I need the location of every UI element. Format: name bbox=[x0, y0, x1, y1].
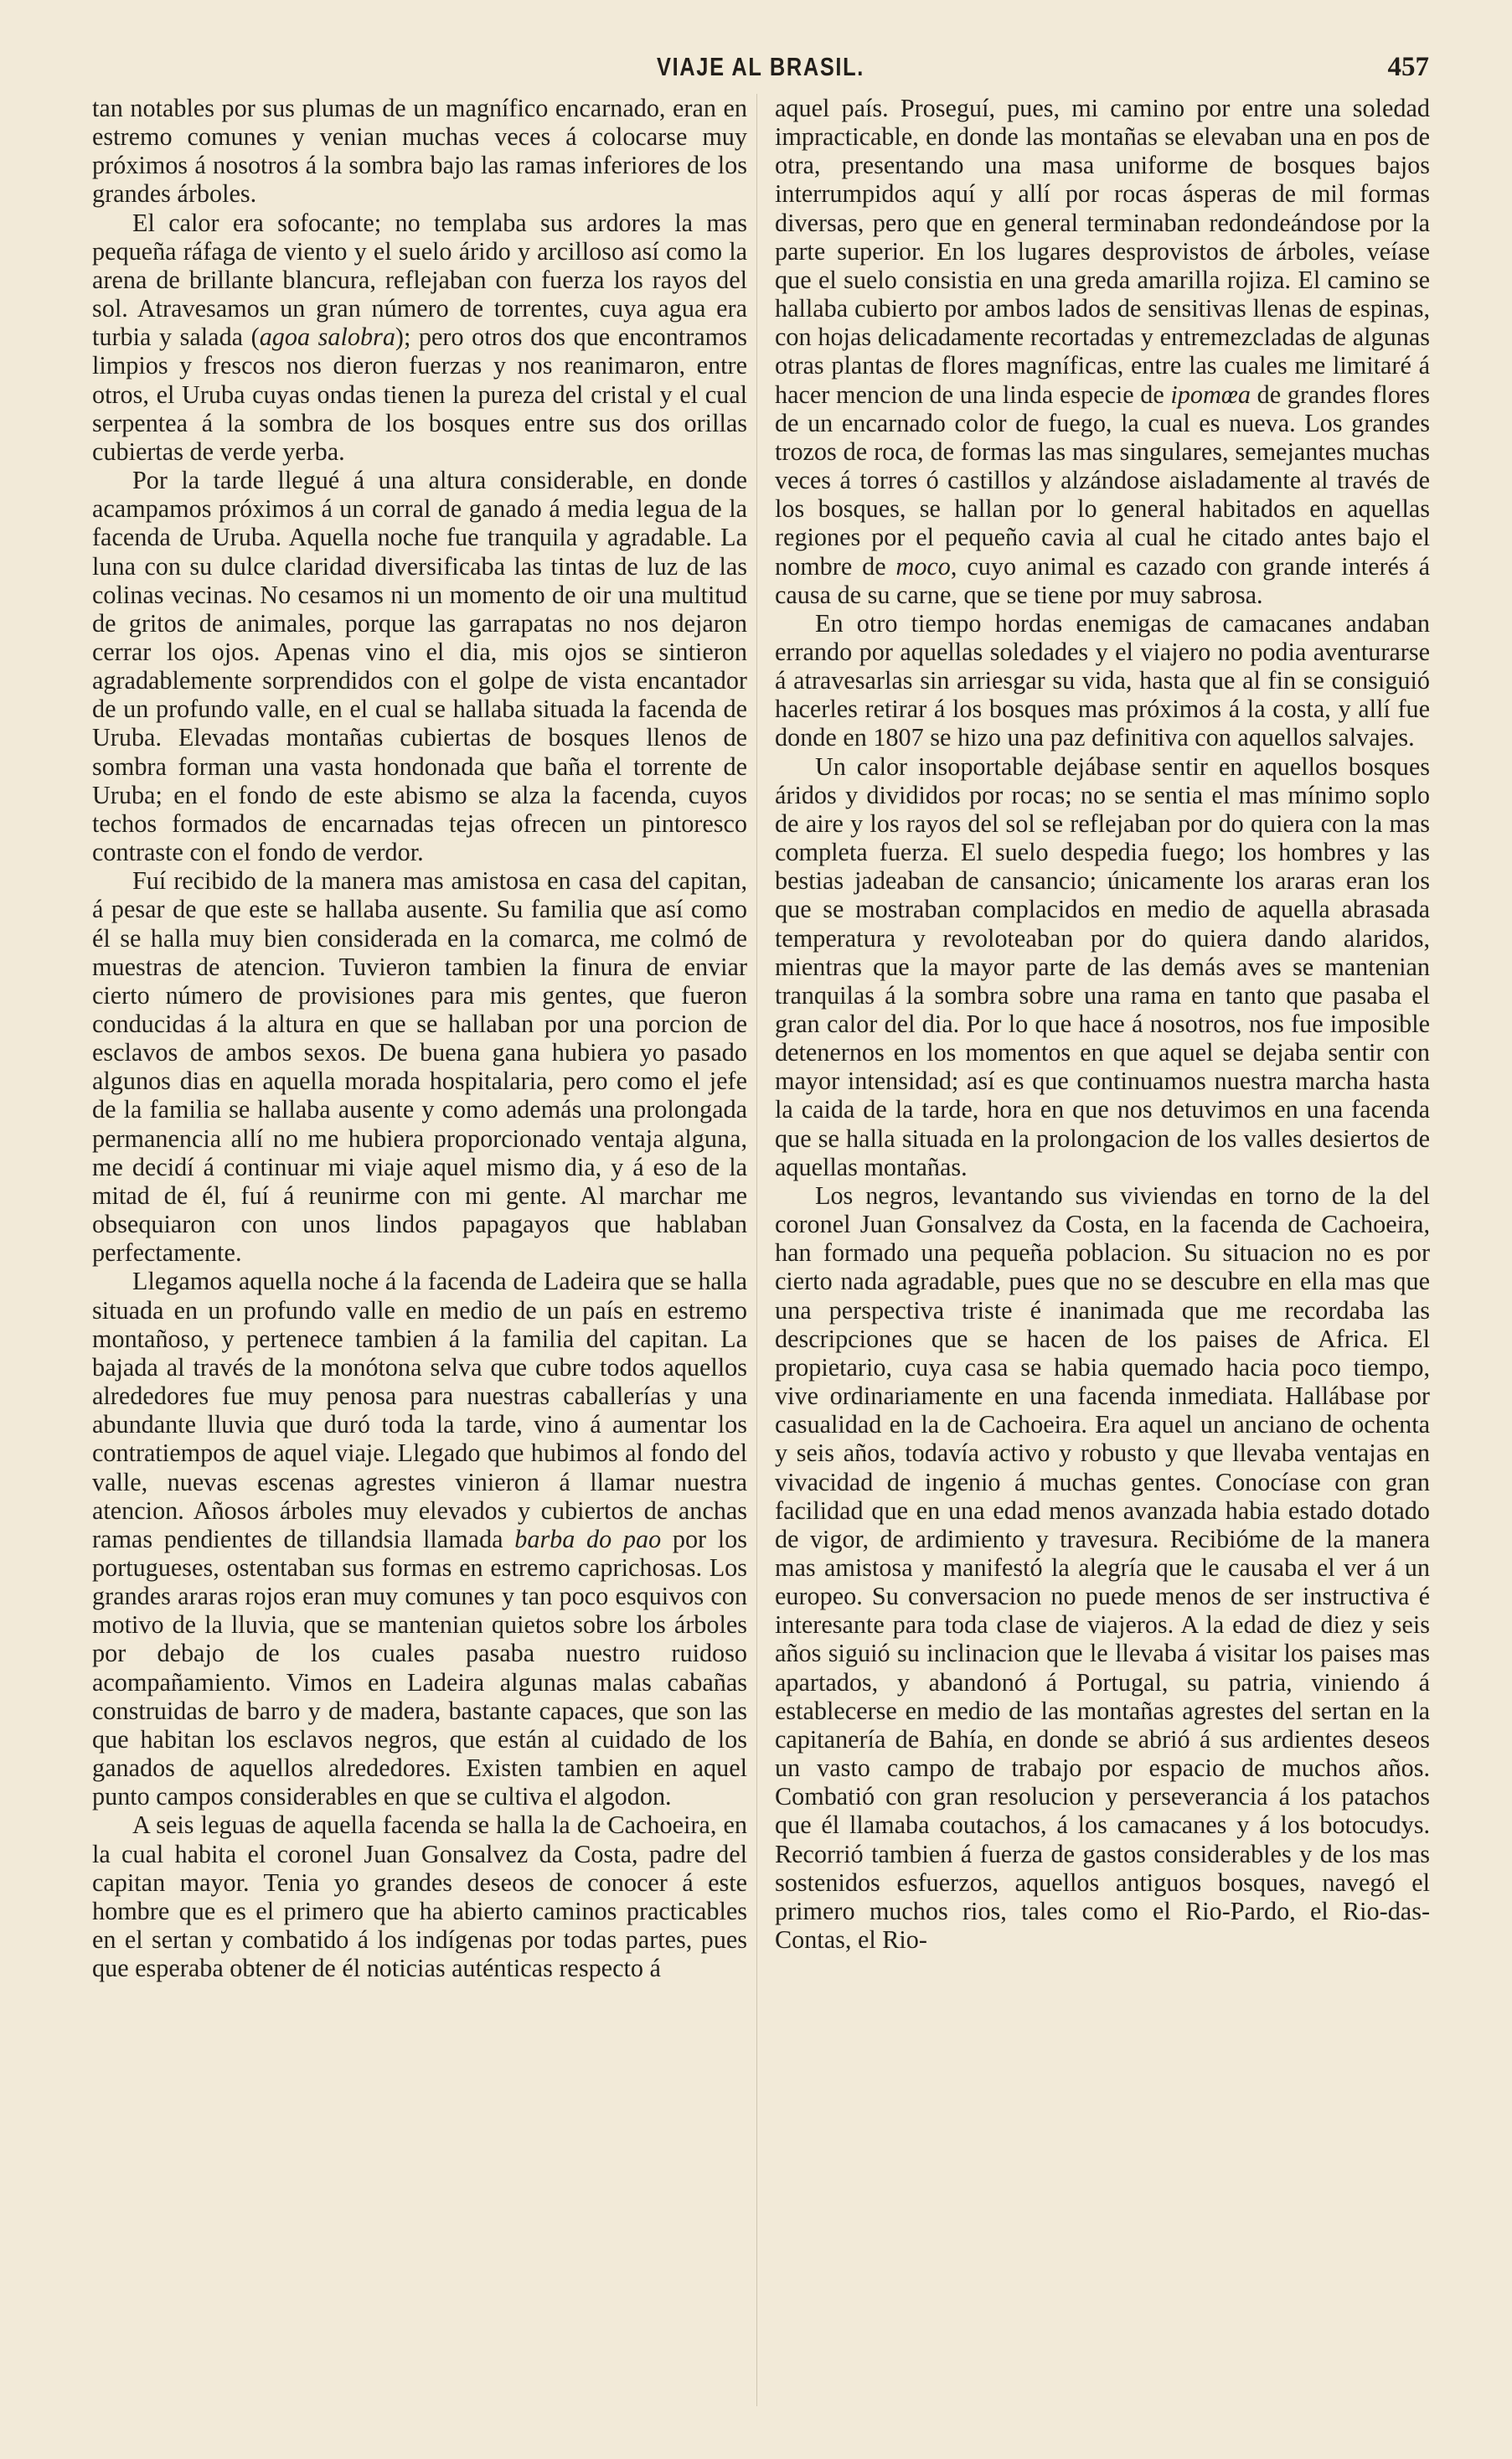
left-column bbox=[92, 94, 747, 1982]
paragraph: En otro tiempo hordas enemigas de camacanes andaban errando por aquellas soledades y el viajero no podia aventurarse á atravesarlas sin arriesgar su vida, hasta que al fin se consiguió hacerles retirar á los bosques mas próximos á la costa, y allí fue donde en 1807 se hizo una paz definitiva con aquellos salvajes. bbox=[775, 608, 1430, 752]
right-column bbox=[775, 94, 1430, 1954]
running-head bbox=[90, 52, 1431, 85]
page-number: 457 bbox=[1387, 52, 1429, 82]
paragraph: Llegamos aquella noche á la facenda de Ladeira que se halla situada en un profundo valle en medio de un país en estremo montañoso, y pertenece tambien á la familia del capitan. La bajada al través de la monótona selva que cubre todos aquellos alrededores fue muy penosa para nuestras caballerías y una abundante lluvia que duró toda la tarde, vino á aumentar los contratiempos de aquel viaje. Llegado que hubimos al fondo del valle, nuevas escenas agrestes vinieron á llamar nuestra atencion. Añosos árboles muy elevados y cubiertos de anchas ramas pendientes de tillandsia llamada barba do pao por los portugueses, ostentaban sus formas en estremo caprichosas. Los grandes araras rojos eran muy comunes y tan poco esquivos con motivo de la lluvia, que se mantenian quietos sobre los árboles por debajo de los cuales pasaba nuestro ruidoso acompañamiento. Vimos en Ladeira algunas malas cabañas construidas de barro y de madera, bastante capaces, que son las que habitan los esclavos negros, que están al cuidado de los ganados de aquellos alrededores. Existen tambien en aquel punto campos considerables en que se cultiva el algodon. bbox=[92, 1267, 747, 1811]
paragraph: Los negros, levantando sus viviendas en torno de la del coronel Juan Gonsalvez da Costa, en la facenda de Cachoeira, han formado una pequeña poblacion. Su situacion no es por cierto nada agradable, pues que no se descubre en ella mas que una perspectiva triste é inanimada que me recordaba las descripciones que se hacen de los paises de Africa. El propietario, cuya casa se habia quemado hacia poco tiempo, vive ordinariamente en una facenda inmediata. Hallábase por casualidad en la de Cachoeira. Era aquel un anciano de ochenta y seis años, todavía activo y robusto y que llevaba ventajas en vivacidad de ingenio á muchas gentes. Conocíase con gran facilidad que en una edad menos avanzada habia estado dotado de vigor, de ardimiento y travesura. Recibióme de la manera mas amistosa y manifestó la alegría que le causaba el ver á un europeo. Su conversacion no puede menos de ser instructiva é interesante para toda clase de viajeros. A la edad de diez y seis años siguió su inclinacion que le llevaba á visitar los paises mas apartados, y abandonó á Portugal, su patria, viniendo á establecerse en medio de las montañas agrestes del sertan en la capitanería de Bahía, en donde se abrió á sus ardientes deseos un vasto campo de trabajo por espacio de muchos años. Combatió con gran resolucion y perseverancia á los patachos que él llamaba coutachos, á los camacanes y á los botocudys. Recorrió tambien á fuerza de gastos considerables y de los mas sostenidos esfuerzos, aquellos antiguos bosques, navegó el primero muchos rios, tales como el Rio-Pardo, el Rio-das-Contas, el Rio- bbox=[775, 1180, 1430, 1954]
paragraph: A seis leguas de aquella facenda se halla la de Cachoeira, en la cual habita el coronel Juan Gonsalvez da Costa, padre del capitan mayor. Tenia yo grandes deseos de conocer á este hombre que es el primero que ha abierto caminos practicables en el sertan y combatido á los indígenas por todas partes, pues que esperaba obtener de él noticias auténticas respecto á bbox=[92, 1811, 747, 1983]
paragraph: Por la tarde llegué á una altura considerable, en donde acampamos próximos á un corral de ganado á media legua de la facenda de Uruba. Aquella noche fue tranquila y agradable. La luna con su dulce claridad diversificaba las tintas de luz de las colinas vecinas. No cesamos ni un momento de oir una multitud de gritos de animales, porque las garrapatas no nos dejaron cerrar los ojos. Apenas vino el dia, mis ojos se sintieron agradablemente sorprendidos con el golpe de vista encantador de un profundo valle, en el cual se hallaba situada la facenda de Uruba. Elevadas montañas cubiertas de bosques llenos de sombra forman una vasta hondonada que baña el torrente de Uruba; en el fondo de este abismo se alza la facenda, cuyos techos formados de encarnadas tejas ofrecen un pintoresco contraste con el fondo de verdor. bbox=[92, 466, 747, 867]
paragraph: aquel país. Proseguí, pues, mi camino por entre una soledad impracticable, en donde las montañas se elevaban una en pos de otra, presentando una masa uniforme de bosques bajos interrumpidos aquí y allí por rocas ásperas de mil formas diversas, pero que en general terminaban redondeándose por la parte superior. En los lugares desprovistos de árboles, veíase que el suelo consistia en una greda amarilla rojiza. El camino se hallaba cubierto por ambos lados de sensitivas llenas de espinas, con hojas delicadamente recortadas y entremezcladas de algunas otras plantas de flores magníficas, entre las cuales me limitaré á hacer mencion de una linda especie de ipomœa de grandes flores de un encarnado color de fuego, la cual es nueva. Los grandes trozos de roca, de formas las mas singulares, semejantes muchas veces á torres ó castillos y alzándose aisladamente al través de los bosques, se hallan por lo general habitados en aquellas regiones por el pequeño cavia al cual he citado antes bajo el nombre de moco, cuyo animal es cazado con grande interés á causa de su carne, que se tiene por muy sabrosa. bbox=[775, 94, 1431, 609]
paragraph: Un calor insoportable dejábase sentir en aquellos bosques áridos y divididos por rocas; no se sentia el mas mínimo soplo de aire y los rayos del sol se reflejaban por do quiera con la mas completa fuerza. El suelo despedia fuego; los hombres y las bestias jadeaban de cansancio; únicamente los araras eran los que se mostraban complacidos en medio de aquella abrasada temperatura y revoloteaban por do quiera dando alaridos, mientras que la mayor parte de las demás aves se mantenian tranquilas á la sombra sobre una rama en tanto que pasaba el gran calor del dia. Por lo que hace á nosotros, nos fue imposible detenernos en los momentos en que aquel se dejaba sentir con mayor intensidad; así es que continuamos nuestra marcha hasta la caida de la tarde, hora en que nos detuvimos en una facenda que se halla situada en la prolongacion de los valles desiertos de aquellas montañas. bbox=[775, 752, 1430, 1181]
running-title: VIAJE AL BRASIL. bbox=[657, 52, 864, 81]
paragraph: El calor era sofocante; no templaba sus ardores la mas pequeña ráfaga de viento y el suelo árido y arcilloso así como la arena de brillante blancura, reflejaban con fuerza los rayos del sol. Atravesamos un gran número de torrentes, cuya agua era turbia y salada (agoa salobra); pero otros dos que encontramos limpios y frescos nos dieron fuerzas y nos reanimaron, entre otros, el Uruba cuyas ondas tienen la pureza del cristal y el cual serpentea á la sombra de los bosques entre sus dos orillas cubiertas de verde yerba. bbox=[92, 208, 748, 466]
paragraph: tan notables por sus plumas de un magnífico encarnado, eran en estremo comunes y venian muchas veces á colocarse muy próximos á nosotros á la sombra bajo las ramas inferiores de los grandes árboles. bbox=[92, 94, 747, 209]
paragraph: Fuí recibido de la manera mas amistosa en casa del capitan, á pesar de que este se hallaba ausente. Su familia que así como él se halla muy bien considerada en la comarca, me colmó de muestras de atencion. Tuvieron tambien la finura de enviar cierto número de provisiones para mis gentes, que fueron conducidas á la altura en que se hallaban por una porcion de esclavos de ambos sexos. De buena gana hubiera yo pasado algunos dias en aquella morada hospitalaria, pero como el jefe de la familia se hallaba ausente y como además una prolongada permanencia allí no me hubiera proporcionado ventaja alguna, me decidí á continuar mi viaje aquel mismo dia, y á eso de la mitad de él, fuí á reunirme con mi gente. Al marchar me obsequiaron con unos lindos papagayos que hablaban perfectamente. bbox=[92, 866, 747, 1268]
column-divider bbox=[756, 94, 757, 2406]
